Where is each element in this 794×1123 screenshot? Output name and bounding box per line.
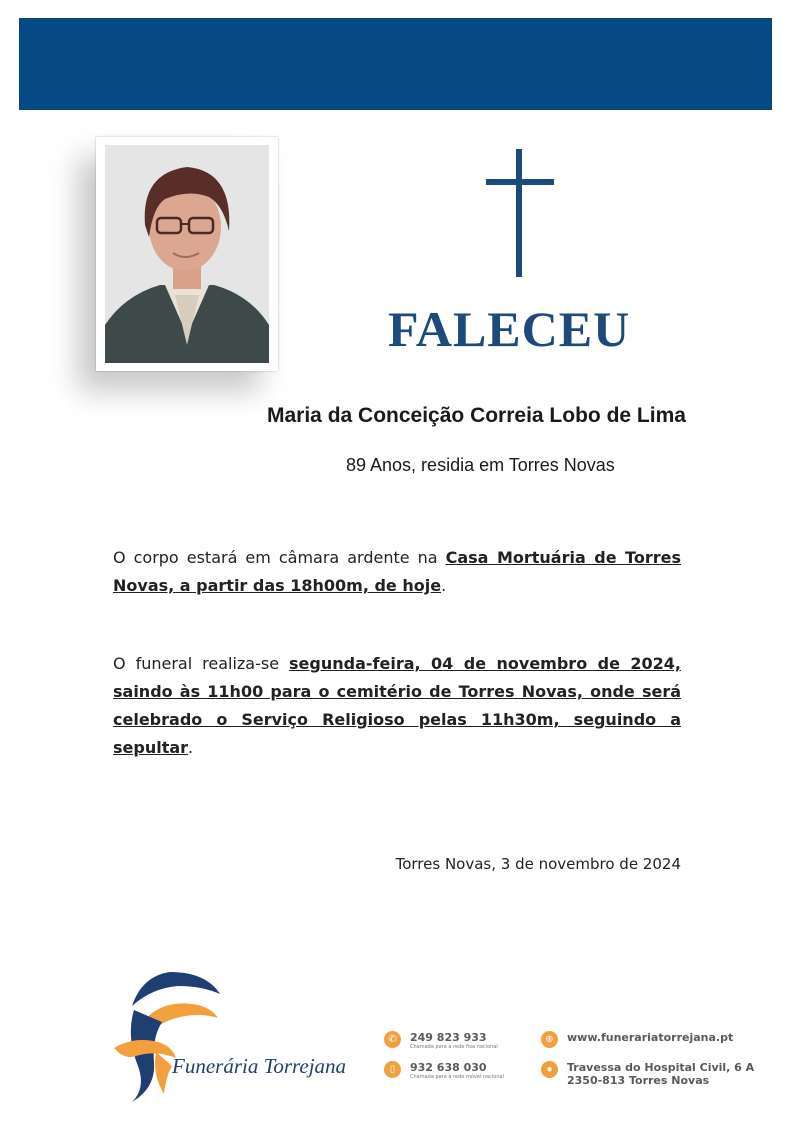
mobile-note: Chamada para a rede móvel nacional: [410, 1074, 504, 1080]
address-line-2: 2350-813 Torres Novas: [567, 1074, 710, 1087]
mobile-icon: ▯: [384, 1061, 401, 1078]
address-line-1: Travessa do Hospital Civil, 6 A: [567, 1061, 755, 1074]
website-link[interactable]: www.funerariatorrejana.pt: [567, 1031, 734, 1044]
header-band: [19, 18, 772, 110]
funeral-details: segunda-feira, 04 de novembro de 2024, saindo às 11h00 para o cemitério de Torres Novas, onde será celebrado o Serviço Religioso pelas 11h30m, seguindo a sepultar: [113, 654, 681, 757]
mobile-number[interactable]: 932 638 030: [410, 1061, 487, 1074]
deceased-name: Maria da Conceição Correia Lobo de Lima: [267, 404, 686, 427]
phone-contact: [384, 1031, 498, 1051]
globe-icon: ⊕: [541, 1031, 558, 1048]
page-title: FALECEU: [388, 301, 631, 357]
funeral-text: O funeral realiza-se: [113, 654, 290, 673]
wake-period: .: [441, 576, 447, 595]
cross-icon: [486, 149, 554, 277]
funeral-period: .: [188, 738, 194, 757]
phone-icon: ✆: [384, 1031, 401, 1048]
portrait-image: [105, 145, 269, 363]
phone-number[interactable]: 249 823 933: [410, 1031, 487, 1044]
place-date: Torres Novas, 3 de novembro de 2024: [395, 855, 681, 873]
age-residence: 89 Anos, residia em Torres Novas: [346, 455, 615, 475]
wake-text: O corpo estará em câmara ardente na: [113, 548, 446, 567]
company-name: Funerária Torrejana: [172, 1054, 347, 1078]
address-contact: [541, 1061, 754, 1087]
funeral-paragraph: [113, 650, 681, 762]
company-logo-icon: [112, 966, 232, 1106]
mobile-contact: [384, 1061, 504, 1081]
website-contact: [541, 1031, 733, 1048]
wake-location: Casa Mortuária de Torres Novas, a partir das 18h00m, de hoje: [113, 548, 681, 595]
portrait-photo: [96, 137, 278, 371]
location-pin-icon: ●: [541, 1061, 558, 1078]
wake-paragraph: [113, 544, 681, 600]
phone-note: Chamada para a rede fixa nacional: [410, 1044, 498, 1050]
